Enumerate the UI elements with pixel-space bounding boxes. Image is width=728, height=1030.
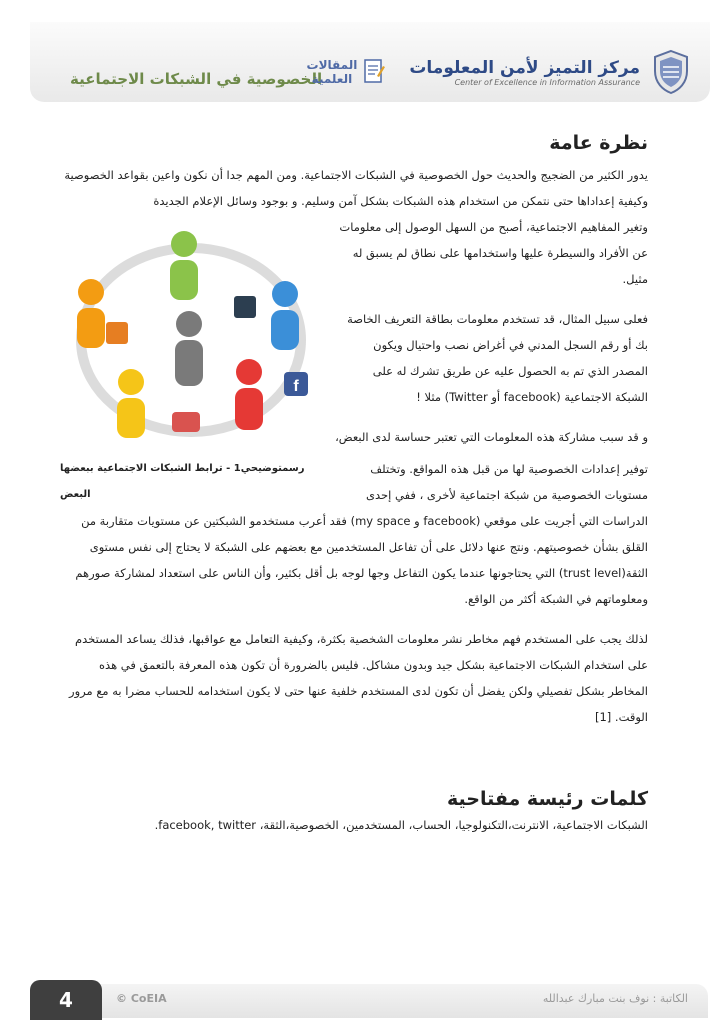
keywords-text: الشبكات الاجتماعية، الانترنت،التكنولوجيا، الحساب، المستخدمين، الخصوصية،الثقة، facebook, twitter.	[154, 818, 648, 832]
paragraph-settings: توفير إعدادات الخصوصية لها من قبل هذه المواقع. وتختلف مستويات الخصوصية من شبكة اجتماعية لأخرى ، ففي إحدى	[366, 462, 648, 502]
center-name-ar: مركز التميز لأمن المعلومات	[409, 57, 640, 78]
header-title: الخصوصية في الشبكات الاجتماعية	[70, 70, 323, 88]
figure-caption: رسمتوضيحي1 - ترابط الشبكات الاجتماعية ببعضها البعض	[60, 463, 305, 500]
center-name-en: Center of Excellence in Information Assurance	[454, 77, 640, 87]
logo-block	[307, 42, 690, 102]
articles-label	[307, 58, 358, 86]
paragraph-conclusion: لذلك يجب على المستخدم فهم مخاطر نشر معلومات الشخصية بكثرة، وكيفية التعامل مع عواقبها، فذلك يساعد المستخدم على استخدام الشبكات الاجتماعية بشكل جيد وبدون مشاكل. فليس بالضرورة أن تكون هذه المعرفة بالتعمق في هذه المخاطر بشكل تفصيلي ولكن يفضل أن تكون لدى المستخدم خلفية عنها حتى لا يكون استخدامه للحساب مضرا به مع مرور الوقت. [1]	[69, 632, 648, 724]
page-number: 4	[30, 980, 102, 1020]
article-content	[60, 130, 648, 838]
center-name	[409, 58, 640, 87]
paragraph-study: الدراسات التي أجريت على موقعي (facebook و my space) فقد أعرب مستخدمو الشبكتين عن مستويات متقاربة من القلق بشأن خصوصيتهم. ونتج عنها دلائل على أن تفاعل المستخدمين مع بعضهم على الشبكة لا يحتاج إلى نفس مستوى الثقة(trust level) التي يحتاجونها عندما يكون التفاعل وجها لوجه بل أقل بكثير، وأن الناس على استعداد لمشاركة صورهم ومعلوماتهم في الشبكة أكثر من الواقع.	[75, 514, 648, 606]
section-heading-overview: نظرة عامة	[549, 132, 648, 154]
articles-badge-icon	[363, 58, 385, 86]
paragraph-example: فعلى سبيل المثال، قد تستخدم معلومات بطاقة التعريف الخاصة بك أو رقم السجل المدني في أغراض نصب واحتيال ويكون المصدر الذي تم به الحصول عليه عن طريق تشرك له على الشبكة الاجتماعية (facebook أو Twitter) مثلا !	[347, 312, 648, 404]
articles-label-line1: المقالات	[306, 58, 358, 72]
shield-logo-icon	[652, 49, 690, 95]
copyright-text: © CoEIA	[116, 992, 167, 1005]
articles-label-line2: العلمية	[311, 72, 353, 86]
articles-logo	[307, 58, 386, 86]
paragraph-intro-cont: وتغير المفاهيم الاجتماعية، أصبح من السهل الوصول إلى معلومات عن الأفراد والسيطرة عليها واستخدامها على نطاق لم يسبق له مثيل.	[339, 220, 648, 286]
author-text: الكاتبة : نوف بنت مبارك عبدالله	[542, 992, 688, 1005]
svg-text:f: f	[293, 378, 299, 395]
paragraph-intro: يدور الكثير من الضجيج والحديث حول الخصوصية في الشبكات الاجتماعية. ومن المهم جدا أن نكون واعين بقواعد الخصوصية وكيفية إعداداها حتى نتمكن من استخدام هذه الشبكات بشكل آمن وسليم. و بوجود وسائل الإعلام الجديدة	[64, 168, 648, 208]
section-heading-keywords: كلمات رئيسة مفتاحية	[447, 788, 648, 810]
paragraph-sharing: و قد سبب مشاركة هذه المعلومات التي تعتبر حساسة لدى البعض،	[335, 430, 648, 444]
page-header	[30, 22, 710, 102]
